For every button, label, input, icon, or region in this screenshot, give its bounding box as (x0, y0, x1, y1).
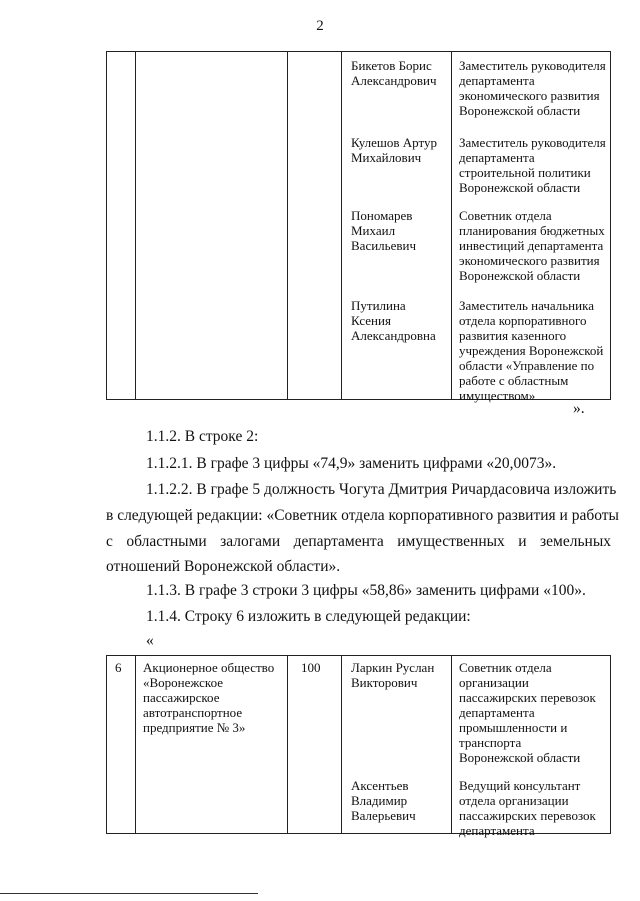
paragraph-1-1-2-2-line: 1.1.2.2. В графе 5 должность Чогута Дмитрия Ричардасовича изложить (146, 481, 617, 498)
member-position: Заместитель начальника отдела корпоративного развития казенного учреждения Воронежской области «Управление по работе с областным имуществом» (459, 298, 604, 403)
closing-quote: ». (573, 400, 585, 417)
member-position: Заместитель руководителя департамента экономического развития Воронежской области (459, 58, 606, 118)
column-divider (135, 52, 136, 399)
paragraph-1-1-2: 1.1.2. В строке 2: (146, 428, 259, 445)
share-value: 100 (301, 660, 321, 675)
member-name: Ларкин Руслан Викторович (351, 660, 435, 690)
column-divider (341, 52, 342, 399)
member-position: Советник отдела организации пассажирских перевозок департамента промышленности и транспорта Воронежской области (459, 660, 596, 765)
paragraph-1-1-3: 1.1.3. В графе 3 строки 3 цифры «58,86» заменить цифрами «100». (146, 582, 586, 599)
row-number: 6 (115, 660, 122, 675)
member-position: Заместитель руководителя департамента строительной политики Воронежской области (459, 135, 606, 195)
column-divider (451, 656, 452, 833)
paragraph-1-1-2-2-line: отношений Воронежской области». (106, 558, 341, 575)
paragraph-1-1-4: 1.1.4. Строку 6 изложить в следующей редакции: (146, 608, 471, 625)
paragraph-1-1-2-1: 1.1.2.1. В графе 3 цифры «74,9» заменить цифрами «20,0073». (146, 455, 557, 472)
column-divider (287, 656, 288, 833)
paragraph-1-1-2-2-line: в следующей редакции: «Советник отдела корпоративного развития и работы (106, 507, 619, 524)
member-name: Пономарев Михаил Васильевич (351, 208, 416, 253)
opening-quote: « (146, 632, 154, 649)
row-6-table (106, 655, 611, 838)
column-divider (287, 52, 288, 399)
organization-name: Акционерное общество «Воронежское пассажирское автотранспортное предприятие № 3» (143, 660, 275, 735)
column-divider (451, 52, 452, 399)
column-divider (135, 656, 136, 833)
footer-rule (0, 893, 258, 894)
member-name: Кулешов Артур Михайлович (351, 135, 438, 165)
member-position: Советник отдела планирования бюджетных инвестиций департамента экономического развития Воронежской области (459, 208, 605, 283)
member-name: Аксентьев Владимир Валерьевич (351, 778, 416, 823)
page-number: 2 (316, 18, 324, 34)
member-name: Путилина Ксения Александровна (351, 298, 436, 343)
members-table-continued (106, 51, 611, 403)
paragraph-1-1-2-2-line: с областными залогами департамента имущественных и земельных (106, 533, 611, 550)
member-name: Бикетов Борис Александрович (351, 58, 437, 88)
column-divider (341, 656, 342, 833)
member-position: Ведущий консультант отдела организации пассажирских перевозок департамента (459, 778, 596, 838)
